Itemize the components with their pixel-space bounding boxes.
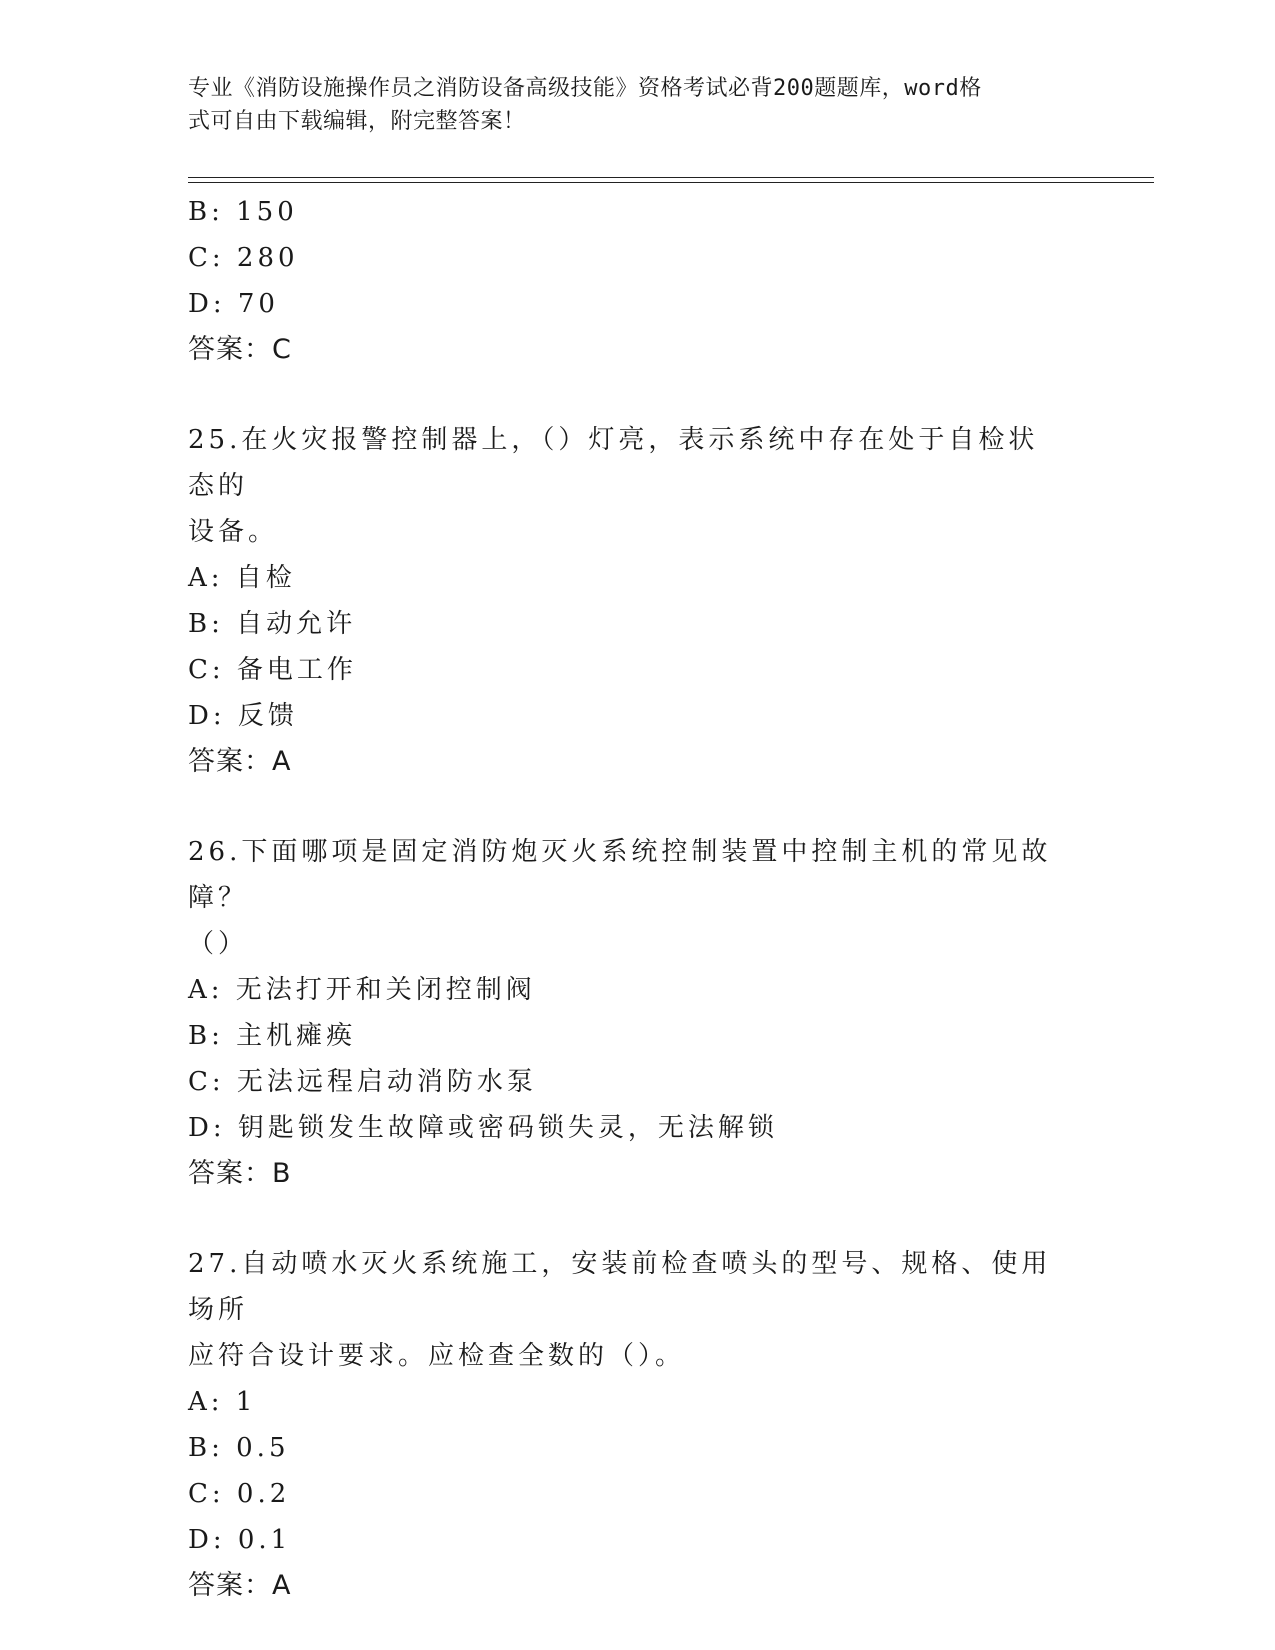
option-b: B: 自动允许 — [188, 609, 357, 639]
question-26 — [188, 829, 1088, 1197]
question-list — [188, 189, 1088, 1609]
header-line-1: 专业《消防设施操作员之消防设备高级技能》资格考试必背200题题库，word格 — [188, 76, 982, 101]
option-b: B: 主机瘫痪 — [188, 1021, 357, 1051]
option-c: C: 备电工作 — [188, 655, 357, 685]
prev-question-block — [188, 189, 1088, 373]
header-divider-bottom — [188, 182, 1154, 183]
document-header — [188, 72, 1068, 138]
answer-text: 答案：A — [188, 1570, 292, 1601]
question-text-line-2: （） — [188, 929, 249, 959]
question-25 — [188, 417, 1088, 785]
option-d: D: 70 — [188, 289, 279, 319]
option-a: A: 无法打开和关闭控制阀 — [188, 975, 536, 1005]
question-text-line-1: 25.在火灾报警控制器上，（）灯亮，表示系统中存在处于自检状态的 — [188, 425, 1039, 501]
option-b: B: 0.5 — [188, 1433, 290, 1463]
option-c: C: 0.2 — [188, 1479, 291, 1509]
option-c: C: 无法远程启动消防水泵 — [188, 1067, 537, 1097]
option-a: A: 1 — [188, 1387, 257, 1417]
header-line-2: 式可自由下载编辑，附完整答案！ — [188, 109, 526, 134]
question-27 — [188, 1241, 1088, 1609]
question-text-line-2: 应符合设计要求。应检查全数的（）。 — [188, 1341, 686, 1371]
option-d: D: 反馈 — [188, 701, 298, 731]
question-text-line-1: 26.下面哪项是固定消防炮灭火系统控制装置中控制主机的常见故障？ — [188, 837, 1052, 913]
question-text-line-1: 27.自动喷水灭火系统施工，安装前检查喷头的型号、规格、使用场所 — [188, 1249, 1052, 1325]
question-text-line-2: 设备。 — [188, 517, 279, 547]
answer-text: 答案：B — [188, 1158, 292, 1189]
answer-text: 答案：C — [188, 334, 292, 365]
option-d: D: 0.1 — [188, 1525, 292, 1555]
option-a: A: 自检 — [188, 563, 296, 593]
option-d: D: 钥匙锁发生故障或密码锁失灵，无法解锁 — [188, 1113, 778, 1143]
header-divider-top — [188, 177, 1154, 178]
answer-text: 答案：A — [188, 746, 292, 777]
option-c: C: 280 — [188, 243, 299, 273]
option-b: B: 150 — [188, 197, 298, 227]
